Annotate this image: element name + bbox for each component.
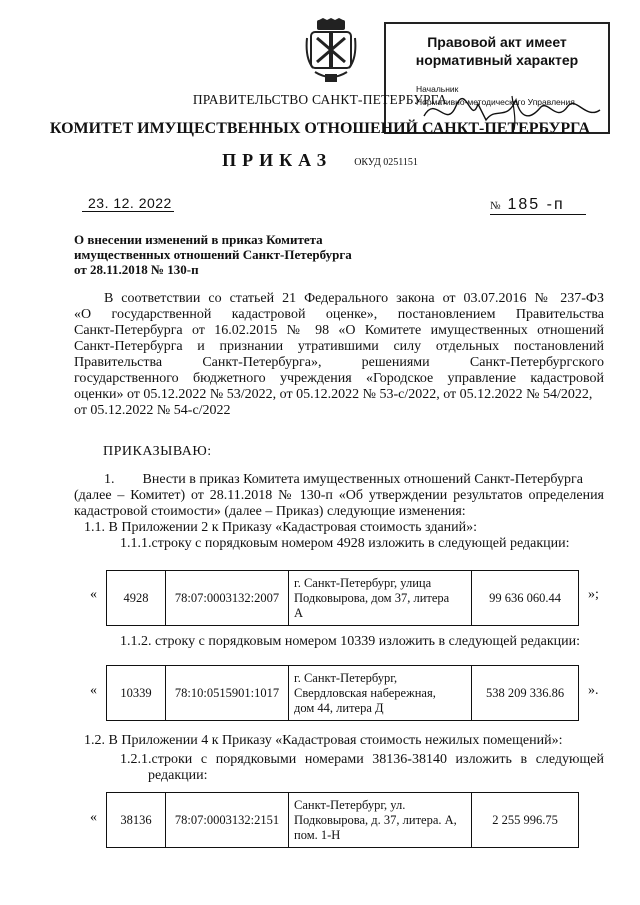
normative-stamp xyxy=(384,22,610,134)
order-heading xyxy=(0,150,640,171)
item-1-1-2-text: 1.1.2. строку с порядковым номером 10339 изложить в следующей редакции: xyxy=(120,634,581,649)
preamble-line: «О государственной кадастровой оценке», постановлением Правительства xyxy=(74,307,604,322)
cadastral-value-cell: 99 636 060.44 xyxy=(472,571,579,626)
row-number-cell: 38136 xyxy=(107,793,166,848)
coat-of-arms-emblem xyxy=(305,18,357,84)
item-1-line: (далее – Комитет) от 28.11.2018 № 130-п «Об утверждении результатов определения xyxy=(74,488,604,503)
address-line: Свердловская набережная, xyxy=(294,685,436,700)
preamble-line: оценки» от 05.12.2022 № 53/2022, от 05.12.2022 № 53-с/2022, от 05.12.2022 № 54/2022, xyxy=(74,387,593,402)
item-1-1-2-paragraph xyxy=(74,634,604,650)
address-line: Подковырова, дом 37, литера xyxy=(294,590,450,605)
table-row xyxy=(107,666,579,721)
item-1-2-1-line: редакции: xyxy=(148,768,208,783)
cadastral-number-cell: 78:07:0003132:2151 xyxy=(166,793,289,848)
row-number-cell: 10339 xyxy=(107,666,166,721)
address-line: Санкт-Петербург, ул. xyxy=(294,797,406,812)
item-1-2-1-paragraph xyxy=(74,752,604,784)
address-cell xyxy=(289,571,472,626)
table-2-open-quote: « xyxy=(90,683,97,698)
row-number-cell: 4928 xyxy=(107,571,166,626)
okud-code: ОКУД 0251151 xyxy=(354,156,418,168)
committee-heading: КОМИТЕТ ИМУЩЕСТВЕННЫХ ОТНОШЕНИЙ САНКТ-ПЕТЕРБУРГА xyxy=(49,120,591,137)
item-1-2-heading: 1.2. В Приложении 4 к Приказу «Кадастровая стоимость нежилых помещений»: xyxy=(84,733,563,748)
preamble-paragraph xyxy=(74,291,604,419)
cadastral-table-1 xyxy=(106,570,579,626)
order-title: ПРИКАЗ xyxy=(222,150,333,170)
address-cell xyxy=(289,793,472,848)
order-date: 23. 12. 2022 xyxy=(82,195,174,212)
address-line: пом. 1-Н xyxy=(294,827,341,842)
item-1-2-1-line: 1.2.1.строки с порядковыми номерами 38136-38140 изложить в следующей xyxy=(120,752,604,767)
preamble-line: Санкт-Петербурга от 16.02.2015 № 98 «О Комитете имущественных отношений xyxy=(74,323,604,338)
preamble-line: В соответствии со статьей 21 Федерального закона от 03.07.2016 № 237-ФЗ xyxy=(104,291,604,306)
address-line: Подковырова, д. 37, литера. А, xyxy=(294,812,457,827)
cadastral-value-cell: 538 209 336.86 xyxy=(472,666,579,721)
item-1-2-paragraph xyxy=(74,733,604,749)
address-line: г. Санкт-Петербург, улица xyxy=(294,575,432,590)
order-subject xyxy=(74,232,352,277)
stamp-head-label: Начальник xyxy=(416,84,459,94)
table-row xyxy=(107,793,579,848)
number-sign: № xyxy=(490,200,501,212)
order-number: 185 -п xyxy=(507,196,565,213)
cadastral-table-2 xyxy=(106,665,579,721)
cadastral-value-cell: 2 255 996.75 xyxy=(472,793,579,848)
preamble-line: Правительства Санкт-Петербурга», решениями Санкт-Петербургского xyxy=(74,355,604,370)
item-1-paragraph xyxy=(74,472,604,552)
table-2-close-quote: ». xyxy=(588,683,599,698)
table-1-open-quote: « xyxy=(90,587,97,602)
preamble-line: от 05.12.2022 № 54-с/2022 xyxy=(74,403,231,418)
table-3-open-quote: « xyxy=(90,810,97,825)
subject-line: от 28.11.2018 № 130-п xyxy=(74,262,199,277)
cadastral-number-cell: 78:10:0515901:1017 xyxy=(166,666,289,721)
cadastral-table-3 xyxy=(106,792,579,848)
cadastral-number-cell: 78:07:0003132:2007 xyxy=(166,571,289,626)
order-word: ПРИКАЗЫВАЮ: xyxy=(103,444,212,459)
item-1-line: кадастровой стоимости» (далее – Приказ) следующие изменения: xyxy=(74,504,466,519)
preamble-line: Санкт-Петербурга и признании утратившими силу отдельных постановлений xyxy=(74,339,604,354)
subject-line: имущественных отношений Санкт-Петербурга xyxy=(74,247,352,262)
address-line: г. Санкт-Петербург, xyxy=(294,670,398,685)
table-row xyxy=(107,571,579,626)
address-cell xyxy=(289,666,472,721)
subject-line: О внесении изменений в приказ Комитета xyxy=(74,232,323,247)
order-number-field xyxy=(490,196,586,215)
address-line: дом 44, литера Д xyxy=(294,700,384,715)
stamp-department: Нормативно-методического Управления xyxy=(416,97,575,107)
preamble-line: государственного бюджетного учреждения «Городское управление кадастровой xyxy=(74,371,604,386)
table-1-close-quote: »; xyxy=(588,587,599,602)
address-line: А xyxy=(294,605,304,620)
item-1-line: 1. Внести в приказ Комитета имущественных отношений Санкт-Петербурга xyxy=(104,472,583,487)
item-1-1-heading: 1.1. В Приложении 2 к Приказу «Кадастровая стоимость зданий»: xyxy=(84,520,478,535)
stamp-line-2: нормативный характер xyxy=(415,52,579,68)
stamp-line-1: Правовой акт имеет xyxy=(427,34,567,50)
government-heading: ПРАВИТЕЛЬСТВО САНКТ-ПЕТЕРБУРГА xyxy=(192,92,448,107)
item-1-1-1-text: 1.1.1.строку с порядковым номером 4928 изложить в следующей редакции: xyxy=(120,536,570,551)
